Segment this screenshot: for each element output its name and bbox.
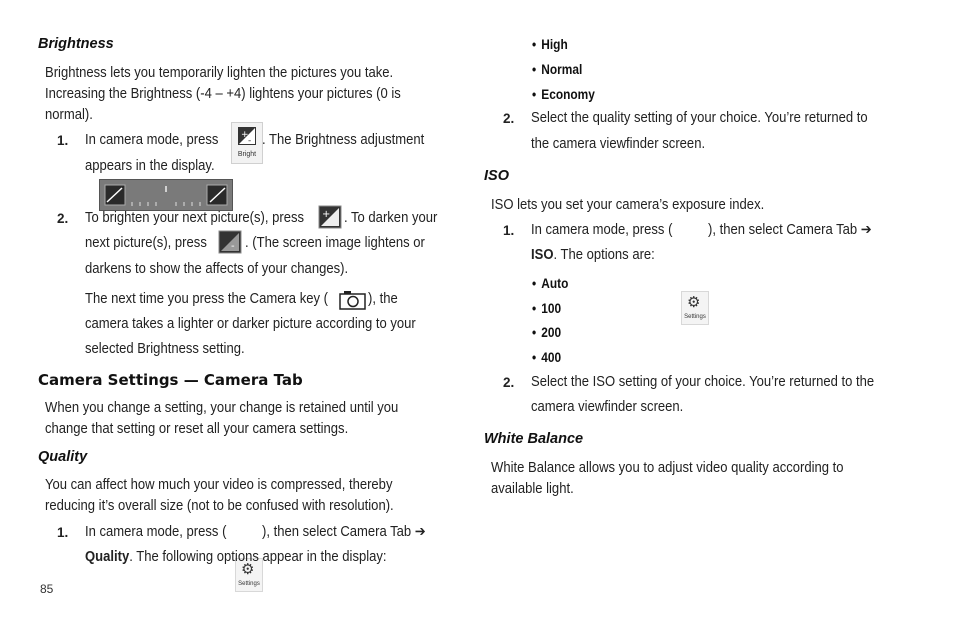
gear-icon: ⚙: [687, 294, 701, 311]
next-time-text-b: ), the: [368, 291, 398, 307]
white-balance-heading: White Balance: [484, 431, 584, 447]
brightness-paragraph-line1: Brightness lets you temporarily lighten the pictures you take.: [45, 65, 394, 81]
step-number: 2.: [57, 211, 69, 226]
settings-icon-label: Settings: [238, 581, 260, 587]
settings-icon-label: Settings: [684, 314, 706, 320]
step-number: 2.: [503, 111, 515, 126]
brightness-paragraph-line3: normal).: [45, 107, 93, 123]
brighten-glyph-icon: [318, 205, 342, 229]
step2-text-c: next picture(s), press: [85, 235, 207, 251]
brightness-paragraph-line2: Increasing the Brightness (-4 – +4) lightens your pictures (0 is: [45, 86, 401, 102]
camera-settings-paragraph-line1: When you change a setting, your change is retained until you: [45, 400, 399, 416]
iso-step2-text-b: camera viewfinder screen.: [531, 399, 684, 415]
quality-step2-text-b: the camera viewfinder screen.: [531, 136, 706, 152]
quality-step1-text-a: In camera mode, press (: [85, 524, 227, 540]
iso-step1-text-a: In camera mode, press (: [531, 222, 673, 238]
iso-paragraph: ISO lets you set your camera’s exposure index.: [491, 197, 765, 213]
darken-icon: [218, 230, 242, 259]
quality-step1-text-b: ), then select Camera Tab ➔: [262, 524, 426, 540]
quality-step1-text-c: [85, 547, 387, 568]
list-item: • High: [532, 36, 568, 52]
step2-text-b: . To darken your: [344, 210, 438, 226]
camera-glyph-icon: [339, 290, 367, 310]
step2-text-a: To brighten your next picture(s), press: [85, 210, 305, 226]
list-item: • 400: [532, 349, 561, 365]
step1-text-b: . The Brightness adjustment: [262, 132, 425, 148]
quality-heading: Quality: [38, 449, 88, 465]
list-item: • 100: [532, 300, 561, 316]
camera-settings-heading: Camera Settings — Camera Tab: [38, 371, 303, 389]
quality-step2-text-a: Select the quality setting of your choice. You’re returned to: [531, 110, 868, 126]
brightness-adjustment-bar: [99, 179, 233, 211]
iso-step1-text-rest: . The options are:: [553, 247, 655, 263]
step-number: 1.: [57, 525, 69, 540]
brightness-glyph-icon: [232, 125, 262, 153]
iso-heading: ISO: [484, 168, 509, 184]
brightness-scale-icon: [100, 180, 232, 210]
page-number: 85: [40, 582, 54, 596]
svg-text:-: -: [231, 241, 235, 252]
step-number: 1.: [57, 133, 69, 148]
quality-option-bold: Quality: [85, 549, 130, 565]
list-item: • 200: [532, 324, 561, 340]
step1-text-c: appears in the display.: [85, 158, 215, 174]
list-item: • Normal: [532, 61, 582, 77]
brightness-heading: Brightness: [38, 36, 114, 52]
step2-text-e: darkens to show the affects of your changes).: [85, 261, 349, 277]
step-number: 1.: [503, 223, 515, 238]
iso-step2-text-a: Select the ISO setting of your choice. You’re returned to the: [531, 374, 875, 390]
camera-settings-paragraph-line2: change that setting or reset all your camera settings.: [45, 421, 349, 437]
white-balance-paragraph-line2: available light.: [491, 481, 574, 497]
darken-glyph-icon: [218, 230, 242, 254]
brightness-icon-label: Bright: [237, 151, 257, 158]
iso-option-bold: ISO: [531, 247, 554, 263]
brightness-icon: [231, 122, 263, 164]
next-time-text-a: The next time you press the Camera key (: [85, 291, 328, 307]
iso-step1-text-c: [531, 245, 655, 266]
white-balance-paragraph-line1: White Balance allows you to adjust video quality according to: [491, 460, 844, 476]
svg-text:+: +: [322, 209, 331, 220]
brighten-icon: [318, 205, 342, 234]
svg-text:+: +: [241, 130, 249, 140]
next-time-text-d: selected Brightness setting.: [85, 341, 245, 357]
step2-text-d: . (The screen image lightens or: [245, 235, 425, 251]
camera-key-icon: [339, 290, 367, 315]
step1-text-a: In camera mode, press: [85, 132, 219, 148]
list-item: • Economy: [532, 86, 595, 102]
quality-step1-text-rest: . The following options appear in the display:: [129, 549, 387, 565]
quality-paragraph-line2: reducing it’s overall size (not to be confused with resolution).: [45, 498, 394, 514]
gear-icon: ⚙: [241, 561, 255, 578]
list-item: • Auto: [532, 275, 568, 291]
svg-text:-: -: [248, 136, 252, 146]
next-time-text-c: camera takes a lighter or darker picture according to your: [85, 316, 416, 332]
step-number: 2.: [503, 375, 515, 390]
iso-step1-text-b: ), then select Camera Tab ➔: [708, 222, 872, 238]
settings-icon: [681, 291, 709, 325]
quality-paragraph-line1: You can affect how much your video is compressed, thereby: [45, 477, 393, 493]
